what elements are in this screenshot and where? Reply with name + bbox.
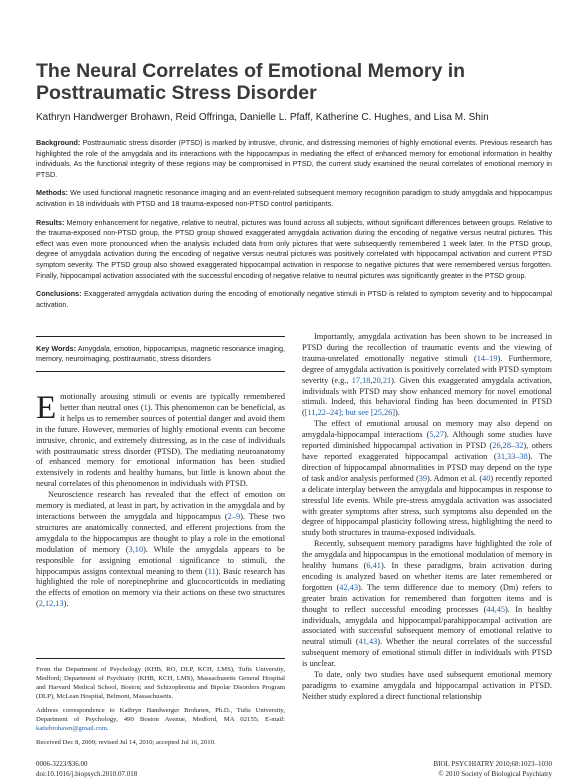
citation-link[interactable]: 17,18,20,21 bbox=[351, 375, 392, 385]
body-text: ). These two structures are anatomically connected, and efferent projections from the amygdala to the hippocampus are thought to play a role in the emotional modulation of memory ( bbox=[36, 511, 286, 554]
abstract-results-label: Results: bbox=[36, 217, 65, 227]
body-text: ). In healthy individuals, amygdala and hippocampal/parahippocampal activation are associated with successful subsequent memory of emotional relative to neutral stimuli ( bbox=[302, 604, 552, 647]
citation-link[interactable]: 2,12,13 bbox=[38, 599, 64, 609]
intro-paragraph-2 bbox=[36, 490, 285, 610]
citation-link[interactable]: 31,33–38 bbox=[496, 451, 528, 461]
body-column-right bbox=[302, 332, 552, 703]
keywords-text: Amygdala, emotion, hippocampus, magnetic resonance imaging, memory, neuroimaging, posttraumatic, stress disorders bbox=[36, 344, 285, 364]
copyright: © 2010 Society of Biological Psychiatry bbox=[438, 769, 552, 778]
body-text: Recently, subsequent memory paradigms have highlighted the role of the amygdala and hippocampus in the emotional modulation of memory in healthy humans ( bbox=[302, 539, 552, 571]
abstract-background-label: Background: bbox=[36, 138, 81, 147]
citation-link[interactable]: 26,28–32 bbox=[492, 441, 524, 451]
author-list: Kathryn Handwerger Brohawn, Reid Offringa, Danielle L. Pfaff, Katherine C. Hughes, and Lisa M. Shin bbox=[36, 112, 489, 123]
intro-paragraph-3 bbox=[302, 332, 552, 419]
body-text: ). Furthermore, degree of amygdala activation is positively correlated with PTSD symptom severity (e.g., bbox=[302, 353, 553, 385]
citation-link[interactable]: 41,43 bbox=[358, 637, 378, 647]
body-text: ). Admon et al. ( bbox=[427, 473, 483, 483]
intro-paragraph-6 bbox=[302, 670, 552, 703]
intro-paragraph-1-text bbox=[36, 392, 285, 488]
abstract-results bbox=[36, 218, 552, 282]
citation-link[interactable]: 11 bbox=[207, 566, 216, 576]
footer-left bbox=[36, 760, 137, 779]
footnotes bbox=[36, 658, 285, 752]
keywords-label: Key Words: bbox=[36, 344, 77, 353]
citation-link[interactable]: 39 bbox=[418, 473, 428, 483]
body-text: ). Although some studies have reported diminished hippocampal activation in PTSD ( bbox=[302, 430, 552, 451]
doi[interactable]: doi:10.1016/j.biopsych.2010.07.018 bbox=[36, 769, 138, 778]
citation-link[interactable]: 1 bbox=[143, 402, 148, 412]
abstract-conclusions-text: Exaggerated amygdala activation during the encoding of emotionally negative stimuli in PTSD is related to symptom severity and to hippocampal activation. bbox=[36, 289, 552, 309]
correspondence-text: Address correspondence to Kathryn Handwerger Brohawn, Ph.D., Tufts University, Department of Psychology, 490 Boston Avenue, Medford, MA 02155; E-mail: bbox=[36, 707, 285, 723]
intro-paragraph-5 bbox=[302, 539, 552, 670]
body-text: Importantly, amygdala activation has been shown to be increased in PTSD during the recollection of traumatic events and the viewing of trauma-unrelated emotionally negative stimuli ( bbox=[302, 332, 552, 363]
citation-link[interactable]: 2–9 bbox=[227, 511, 241, 521]
body-text: ). bbox=[395, 408, 400, 418]
body-text: ) recently reported a delicate interplay between the amygdala and hippocampus in response to stressful life events. While pre-stress amygdala activation was associated with greater symptoms after stress, such symptoms also depended on the degree of hippocampal plasticity following stress, highlighting the need to study both structures in trauma-exposed individuals. bbox=[302, 473, 552, 538]
body-text: ), others have reported exaggerated hippocampal activation ( bbox=[302, 441, 552, 461]
abstract-conclusions-label: Conclusions: bbox=[36, 289, 82, 299]
body-text: ). Given this exaggerated amygdala activation, individuals with PTSD may show enhanced memory for novel emotional stimuli. Indeed, this behavioral finding has been documented in PTSD ( bbox=[302, 375, 552, 418]
correspondence-note bbox=[36, 706, 285, 733]
abstract-background-text: Posttraumatic stress disorder (PTSD) is marked by intrusive, chronic, and distressing memories of highly emotional events. Previous research has highlighted the role of the amygdala and its interactions with the hippocampus in mediating the effect of enhanced memory for emotional information in healthy individuals. As the functional integrity of these regions may be compromised in PTSD, the current study examined the neural correlates of emotional memory in PTSD. bbox=[36, 138, 552, 179]
keywords-box bbox=[36, 336, 285, 372]
abstract-background bbox=[36, 138, 552, 180]
abstract-conclusions bbox=[36, 289, 552, 310]
abstract bbox=[36, 138, 552, 318]
abstract-methods-text: We used functional magnetic resonance imaging and an event-related subsequent memory recognition paradigm to study amygdala and hippocampus activation in 18 individuals with PTSD and 18 trauma-exposed non-PTSD control participants. bbox=[36, 188, 552, 208]
issn-price: 0006-3223/$36.00 bbox=[36, 760, 88, 768]
intro-paragraph-1 bbox=[36, 392, 285, 490]
drop-cap: E bbox=[36, 390, 57, 426]
body-text: To date, only two studies have used subsequent emotional memory paradigms to examine amygdala and hippocampal activation in PTSD. Neither study explored a direct functional relationship bbox=[302, 670, 552, 701]
body-text: ). In these paradigms, brain activation during encoding is analyzed based on whether items are later remembered or forgotten ( bbox=[302, 561, 552, 592]
body-text: ). This phenomenon can be beneficial, as it helps us to remember sources of potential danger and avoid them in the future. However, memories of highly emotional events can become intrusive, chronic, and extremely distressing, as in the case of individuals with posttraumatic stress disorder (PTSD). The mediating neuroanatomy of enhanced memory for emotional information has been studied extensively in rodents and healthy humans, but little is known about the neural correlates of this phenomenon in individuals with PTSD. bbox=[36, 402, 285, 489]
citation-link[interactable]: [11,22–24]; but see [25,26] bbox=[304, 408, 396, 418]
journal-citation: BIOL PSYCHIATRY 2010;68:1023–1030 bbox=[433, 760, 552, 768]
intro-paragraph-4 bbox=[302, 419, 552, 539]
body-text: ). Basic research has highlighted the role of norepinephrine and glucocorticoids in mediating the effects of emotion on memory via their actions on these two structures ( bbox=[36, 566, 286, 609]
body-text: ). Whether the neural correlates of the successful subsequent memory of emotional stimuli differ in individuals with PTSD is unclear. bbox=[302, 637, 552, 669]
abstract-results-text: Memory enhancement for negative, relative to neutral, pictures was found across all subjects, without significant differences between groups. Relative to the trauma-exposed non-PTSD group, the PTSD group showed exaggerated amygdala activation during the encoding of negative versus neutral pictures. This effect was even more pronounced when the analysis included data from only pictures that were subsequently remembered 1 week later. In the PTSD group, degree of amygdala activation during the encoding of negative versus neutral pictures was positively correlated with hippocampal activation and current PTSD symptom severity. The PTSD group also showed exaggerated hippocampal activation in response to negative pictures that were remembered versus forgotten. Finally, hippocampal activation associated with the successful encoding of negative relative to neutral pictures was significantly greater in the PTSD group. bbox=[36, 217, 553, 280]
citation-link[interactable]: 42,43 bbox=[339, 582, 358, 592]
body-text: Neuroscience research has revealed that the effect of emotion on memory is mediated, at least in part, by activation in the amygdala and by interactions between the amygdala and hippocampus ( bbox=[36, 490, 285, 521]
citation-link[interactable]: 14–19 bbox=[476, 353, 498, 363]
affiliation-note: From the Department of Psychology (KHB, RO, DLP, KCH, LMS), Tufts University, Medford; Department of Psychiatry (KHB, KCH, LMS), Massachusetts General Hospital and Harvard Medical School, Boston; and Schizophrenia and Bipolar Disorders Program (DLP), McLean Hospital, Belmont, Massachusetts. bbox=[36, 666, 285, 700]
body-text: ). bbox=[63, 599, 69, 609]
email-link[interactable]: katiebrohawn@gmail.com bbox=[36, 725, 107, 732]
body-text: ). The direction of hippocampal abnormalities in PTSD may depend on the type of task and/or analysis performed ( bbox=[302, 451, 552, 483]
citation-link[interactable]: 40 bbox=[482, 473, 491, 483]
correspondence-end: . bbox=[106, 725, 109, 732]
body-text: motionally arousing stimuli or events are typically remembered better than neutral ones ( bbox=[60, 392, 285, 412]
abstract-methods-label: Methods: bbox=[36, 188, 68, 198]
citation-link[interactable]: 5,27 bbox=[429, 430, 444, 440]
body-column-left bbox=[36, 392, 285, 610]
citation-link[interactable]: 44,45 bbox=[486, 604, 506, 614]
body-text: ). The term difference due to memory (Dm) refers to greater brain activation for remembered than forgotten items and is thought to reflect successful encoding processes ( bbox=[302, 582, 552, 614]
body-text: The effect of emotional arousal on memory may also depend on amygdala-hippocampal interactions ( bbox=[302, 419, 552, 440]
received-dates: Received Dec 8, 2009; revised Jul 14, 2010; accepted Jul 16, 2010. bbox=[36, 739, 216, 746]
citation-link[interactable]: 3,10 bbox=[128, 544, 144, 554]
body-text: ). While the amygdala appears to be responsible for assigning emotional significance to stimuli, the hippocampus assigns contextual meaning to them ( bbox=[36, 544, 285, 576]
citation-link[interactable]: 6,41 bbox=[366, 561, 381, 571]
abstract-methods bbox=[36, 188, 552, 209]
footer-right bbox=[434, 760, 553, 779]
article-title: The Neural Correlates of Emotional Memory in Posttraumatic Stress Disorder bbox=[36, 60, 466, 104]
